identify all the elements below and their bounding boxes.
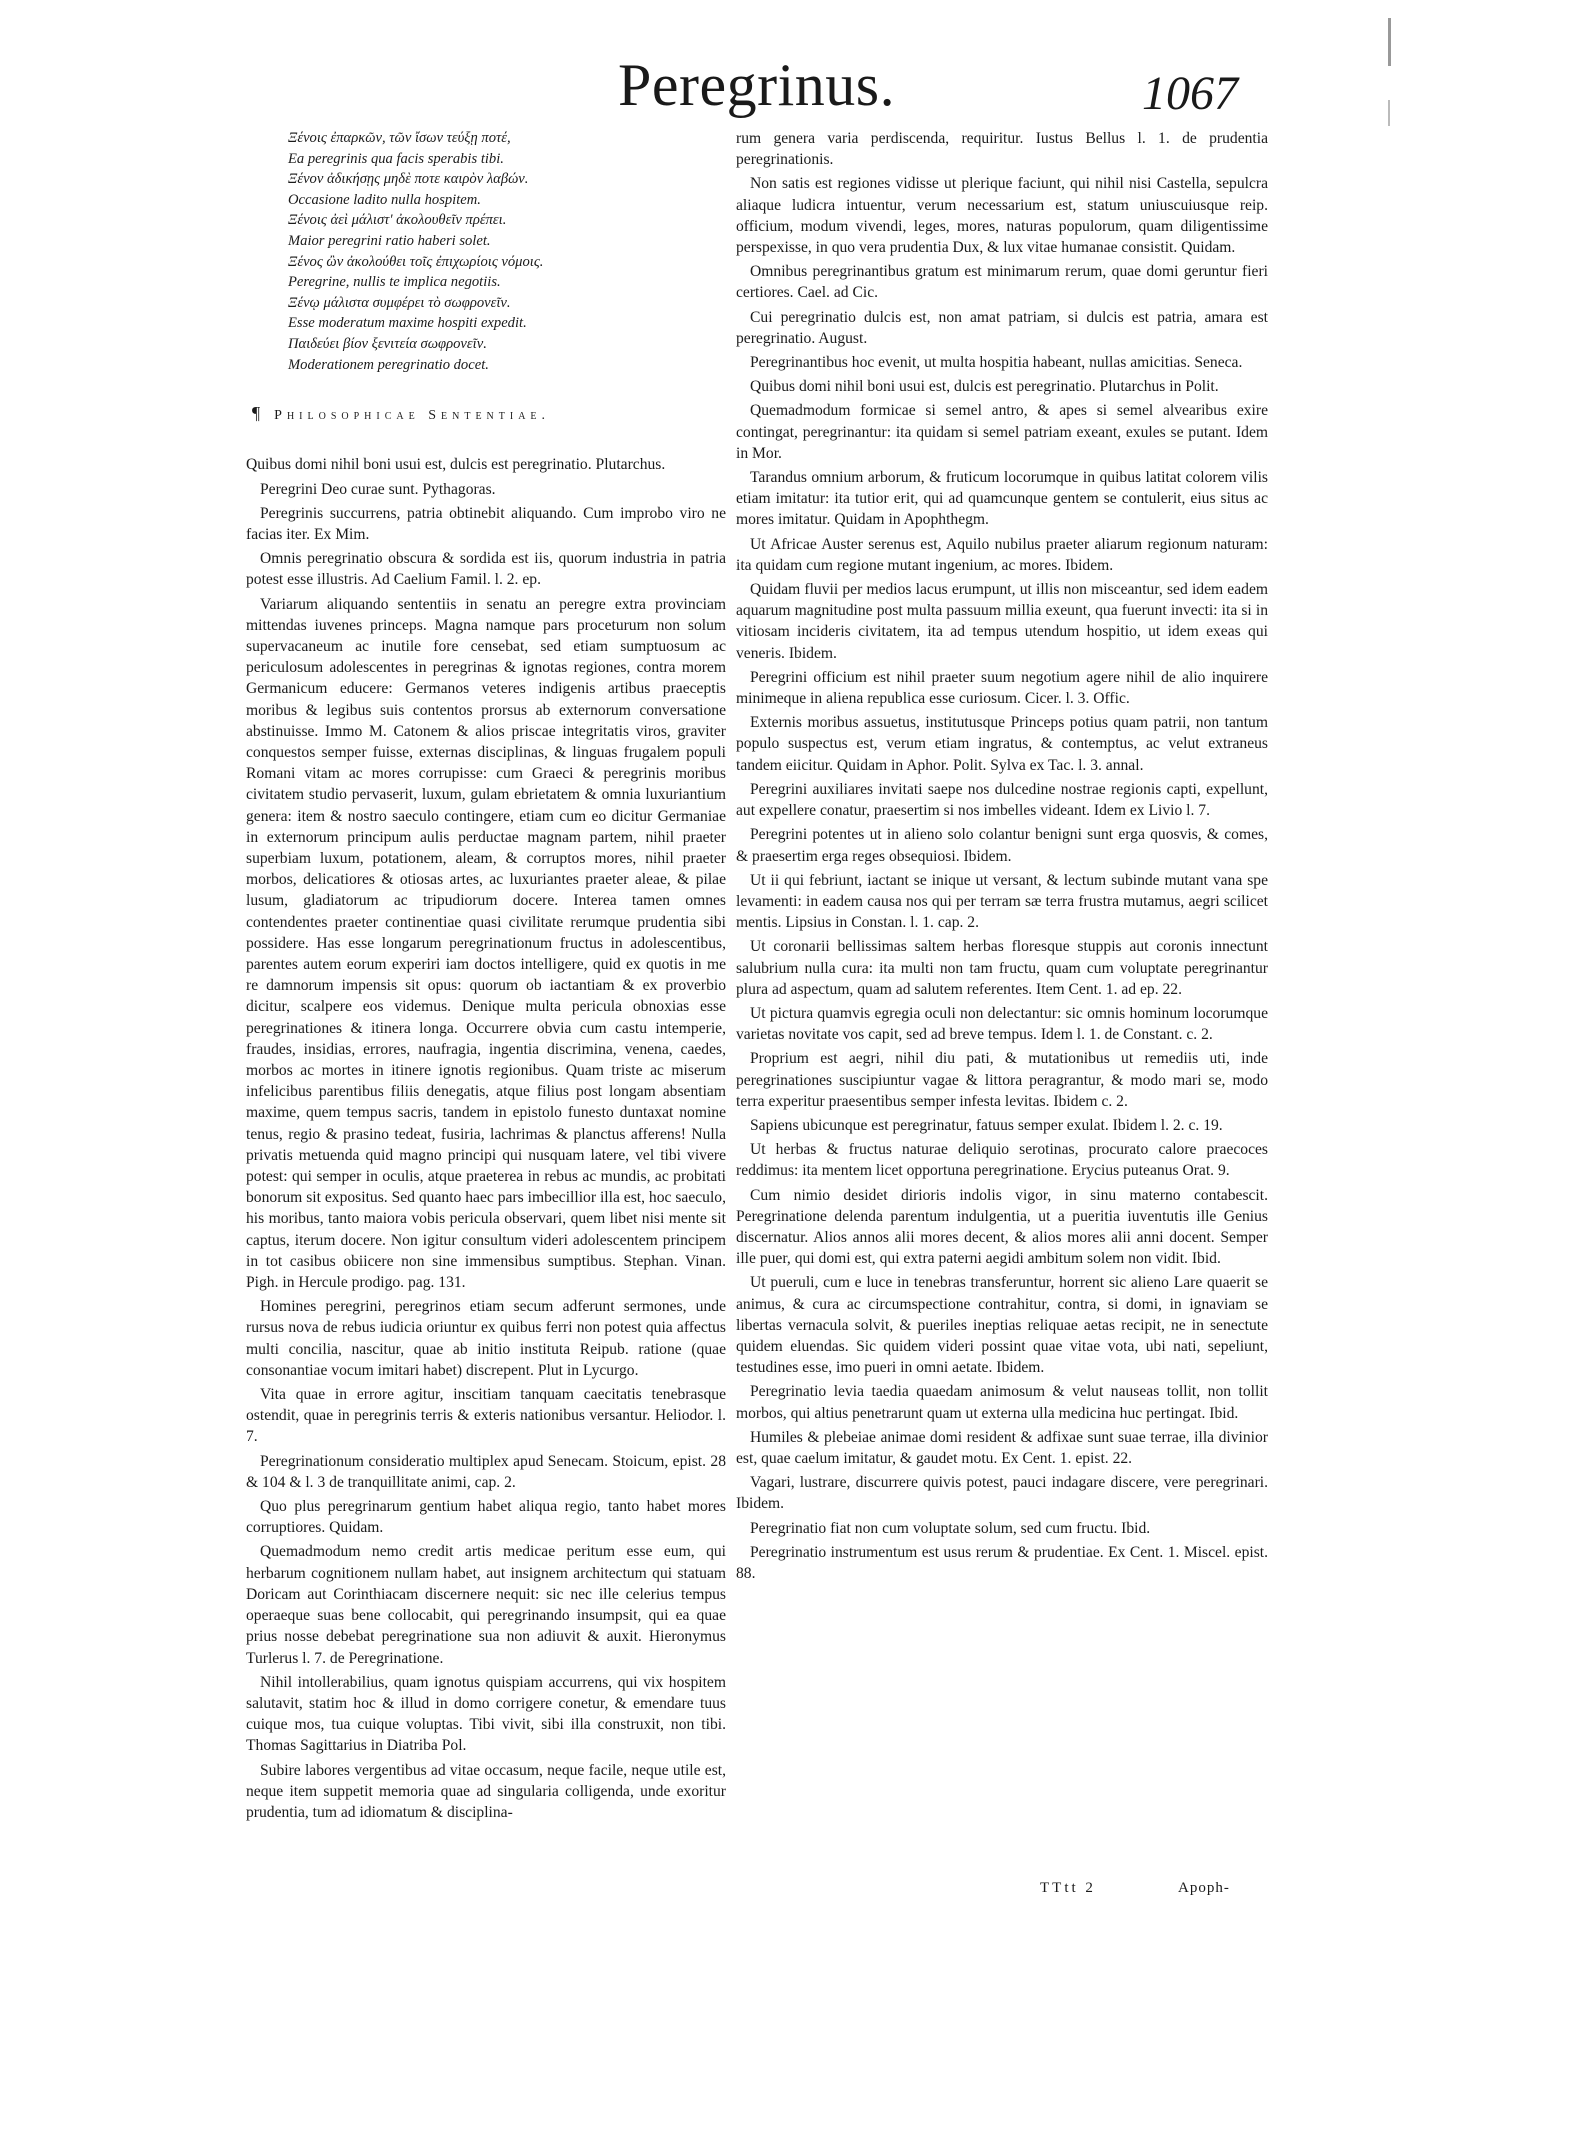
paragraph: Vagari, lustrare, discurrere quivis potest, pauci indagare discere, vere peregrinari. Ibidem.: [736, 1474, 1268, 1513]
paragraph: Ut pictura quamvis egregia oculi non delectantur: sic omnis hominum locorumque varietas novitate vos capit, sed ad breve tempus. Idem l. 1. de Constant. c. 2.: [736, 1004, 1268, 1044]
paragraph: Tarandus omnium arborum, & fruticum locorumque in quibus latitat colorem vilis etiam imitatur: ita tutior erit, qui ad quamcunque gentem se contulerit, eius situs ac mores imitatur. Quidam in Apophthegm.: [736, 469, 1268, 529]
paragraph: Peregrini potentes ut in alieno solo colantur benigni sunt erga quosvis, & comes, & praesertim erga reges obsequiosi. Ibidem.: [736, 826, 1268, 865]
paragraph: Quo plus peregrinarum gentium habet aliqua regio, tanto habet mores corruptiores. Quidam.: [246, 1498, 726, 1537]
paragraph: Cui peregrinatio dulcis est, non amat patriam, si dulcis est patria, amara est peregrinatio. August.: [736, 308, 1268, 347]
verse-line: Ξένος ὢν ἀκολούθει τοῖς ἐπιχωρίοις νόμοις.: [288, 253, 544, 270]
verse-line: Maior peregrini ratio haberi solet.: [288, 232, 491, 249]
section-heading: [252, 403, 726, 426]
paragraph: Quibus domi nihil boni usui est, dulcis est peregrinatio. Plutarchus in Polit.: [750, 378, 1219, 396]
paragraph: Omnis peregrinatio obscura & sordida est iis, quorum industria in patria potest esse illustris. Ad Caelium Famil. l. 2. ep.: [246, 550, 726, 589]
verse-line: Ξένον ἀδικήσῃς μηδὲ ποτε καιρὸν λαβών.: [288, 171, 529, 188]
paragraph: Omnibus peregrinantibus gratum est minimarum rerum, quae domi geruntur fieri certiores. Cael. ad Cic.: [736, 263, 1268, 302]
paragraph: Non satis est regiones vidisse ut plerique faciunt, qui nihil nisi Castella, sepulcra aliaque ludicra intuentur, verum necessarium est, statum uniuscuiusque reip. officium, modum vivendi, leges, mores, naturas populorum, quam diligentissime perspexisse, in quo vera prudentia Dux, & lux vitae humanae consistit. Quidam.: [736, 175, 1268, 257]
paragraph: Peregrini auxiliares invitati saepe nos dulcedine nostrae regionis capti, expellunt, aut expellere conatur, praesertim si nos imbelles videant. Idem ex Livio l. 7.: [736, 780, 1268, 820]
catchword: Apoph-: [1178, 1880, 1230, 1896]
paragraph: Ut herbas & fructus naturae deliquio serotinas, procurato calore praecoces reddimus: ita mentem licet opportuna peregrinatione. Erycius puteanus Orat. 9.: [736, 1141, 1268, 1180]
paragraph: Quibus domi nihil boni usui est, dulcis est peregrinatio. Plutarchus.: [246, 456, 666, 474]
paragraph: Ut pueruli, cum e luce in tenebras transferuntur, horrent sic alieno Lare quaerit se animus, & cura ac circumspectione contrahitur, contra, si domi, in ignaviam se libertas vernacula solvit, & pueriles ineptias reliquae aetas recipit, ne in senectute quidem eluendas. Sic quidem videri possint quae vitae vota, ubi nati, sepeliunt, testudines esse, imo pueri in omni aetate. Ibidem.: [736, 1274, 1268, 1377]
page-title: Peregrinus.: [618, 52, 896, 118]
paragraph: Peregrinis succurrens, patria obtinebit aliquando. Cum improbo viro ne facias iter. Ex Mim.: [246, 504, 726, 543]
verse-line: Ξένοις ἀεὶ μάλιστ' ἀκολουθεῖν πρέπει.: [288, 212, 507, 229]
paragraph: Ut ii qui febriunt, iactant se inique ut versant, & lectum subinde mutant vana spe levamenti: in eadem causa nos qui per terram sæ terra frustra mutamus, aegri scilicet mentis. Lipsius in Constan. l. 1. cap. 2.: [736, 871, 1268, 932]
paragraph: Externis moribus assuetus, institutusque Princeps potius quam patrii, non tantum populo suspectus est, verum etiam ingratus, & contemptus, ac velut extraneus tandem eiicitur. Quidam in Aphor. Polit. Sylva ex Tac. l. 3. annal.: [736, 714, 1268, 774]
page-edge-mark-lower: [1388, 100, 1390, 126]
paragraph: Peregrinatio fiat non cum voluptate solum, sed cum fructu. Ibid.: [750, 1519, 1151, 1537]
paragraph: Quidam fluvii per medios lacus erumpunt, ut illis non misceantur, sed idem eadem aquarum magnitudine post multa passuum millia exeunt, qua fuerunt invecti: ita si in vitiosam incideris civitatem, ita ad tempus utendum hospitio, ut idem exeas qui veneris. Ibidem.: [736, 581, 1268, 662]
signature-mark: TTtt 2: [1040, 1880, 1096, 1896]
page-number: 1067: [1142, 67, 1238, 120]
paragraph: Peregrinatio instrumentum est usus rerum & prudentiae. Ex Cent. 1. Miscel. epist. 88.: [736, 1543, 1268, 1582]
paragraph: Cum nimio desidet dirioris indolis vigor, in sinu materno contabescit. Peregrinatione delenda parentum indulgentia, ut a pueritia iuventutis ille Genius discernatur. Alios annos alii mores decent, & alios mores alii anni docent. Semper ille puer, qui domi est, qui extra paterni aegidi ambitum solem non vidit. Ibid.: [736, 1186, 1268, 1268]
verse-line: Ea peregrinis qua facis sperabis tibi.: [288, 150, 504, 167]
left-column: [246, 128, 726, 1826]
paragraph: Quemadmodum formicae si semel antro, & apes si semel alvearibus exire contingat, peregrinantur: ita quidam si semel patriam exeant, exules se putant. Idem in Mor.: [736, 402, 1268, 462]
paragraph: Ut coronarii bellissimas saltem herbas floresque stuppis aut coronis innectunt salubrium nulla cura: ita multi non tam fructu, quam cum voluptate peregrinantur plura ad aspectum, quam ad salutem referentes. Item Cent. 1. ad ep. 22.: [736, 938, 1268, 998]
verse-line: Esse moderatum maxime hospiti expedit.: [288, 315, 527, 332]
verse-line: Occasione ladito nulla hospitem.: [288, 191, 481, 208]
paragraph: Variarum aliquando sententiis in senatu an peregre extra provinciam mittendas iuvenes princeps. Magna namque pars proceturum non solum supervacaneum ac inutile fore censebat, sed etiam sumptuosum ac periculosum adolescentes in peregrinas & ignotas regiones, contra morem Germanicum educere: Germanos veteres indigenis artibus praeceptis moribus & legibus suis contentos prorsus ab externorum conversatione abstinuisse. Immo M. Catonem & alios priscae integritatis viros, graviter conquestos semper fuisse, externas disciplinas, & linguas frugalem populi Romani vitam ac mores corrupisse: cum Graeci & peregrinis moribus civitatem studio pervaserit, luxum, gulam ebrietatem & omnia luxuriantium genera: item & nostro saeculo contingere, etiam cum eo dicitur Germaniae in externorum principum aulis perductae magnam partem, nihil praeter superbiam luxum, potationem, aleam, & corruptos mores, nihil praeter morbos, delicatiores & otiosas artes, ac luxuriantes praeter aleae, & pilae lusum, gladiatorum ac tripudiorum docere. Interea tamen omnes contendentes praeter continentiae quasi civilitate rerumque prudentia sibi possidere. Has esse longarum peregrinationum fructus in adolescentibus, parentes autem eorum experiri iam doctos intelligere, quid ex quotis in me re damnorum impensis sit opus: quorum ob iactantiam & ex proverbio dicitur, scalpere eos videmus. Denique multa pericula obnoxias esse peregrinationes & itinera longa. Occurrere obvia cum castu intemperie, fraudes, insidias, errores, naufragia, ingentia discrimina, venena, caedes, morbos ac mortes in itinere ignotis regionibus. Quam triste ac miserum infelicibus parentibus filiis denegatis, atque filius post longam absentiam maxime, quem tempus sacris, tandem in epistolo funesto duntaxat nomine tenus, regio & prasino tedeat, fusiria, lachrimas & planctus afferens! Nulla privatis metuenda quid magno principi qui nusquam latere, vel tibi vivere potest: qui semper in oculis, atque praeterea in rebus ac mundis, ac probitati bonorum sit expositus. Sed quanto haec pars imbecillior illa est, hoc saeculo, his moribus, tanto maiora vobis pericula observari, quem libet nisi mente sit captus, iterum docere. Non igitur consultum videri adolescentem principem in tot casibus obiicere non sine immensibus sumptibus. Stephan. Vinan. Pigh. in Hercule prodigo. pag. 131.: [246, 595, 726, 1292]
paragraph: Ut Africae Auster serenus est, Aquilo nubilus praeter aliarum regionum naturam: ita quidam cum regione mutant ingenium, ac mores. Ibidem.: [736, 535, 1268, 574]
paragraph: Nihil intollerabilius, quam ignotus quispiam accurrens, qui vix hospitem salutavit, statim hoc & illud in domo corrigere conetur, & emendare tuus cuique mos, tua cuique voluptas. Tibi vivit, sibi illa construxit, non tibi. Thomas Sagittarius in Diatriba Pol.: [246, 1673, 726, 1755]
paragraph: Sapiens ubicunque est peregrinatur, fatuus semper exulat. Ibidem l. 2. c. 19.: [750, 1116, 1223, 1134]
paragraph: rum genera varia perdiscenda, requiritur. Iustus Bellus l. 1. de prudentia peregrinationis.: [736, 130, 1268, 169]
verse-line: Ξένοις ἐπαρκῶν, τῶν ἴσων τεύξῃ ποτέ,: [288, 130, 511, 146]
paragraph: Peregrinantibus hoc evenit, ut multa hospitia habeant, nullas amicitias. Seneca.: [750, 354, 1243, 372]
paragraph: Peregrini Deo curae sunt. Pythagoras.: [260, 480, 496, 498]
paragraph: Vita quae in errore agitur, inscitiam tanquam caecitatis tenebrasque ostendit, quae in peregrinis terris & exteris nationibus versantur. Heliodor. l. 7.: [246, 1386, 726, 1446]
verse-line: Ξένῳ μάλιστα συμφέρει τὸ σωφρονεῖν.: [288, 294, 511, 311]
pilcrow-icon: ¶: [252, 403, 261, 424]
verse-line: Moderationem peregrinatio docet.: [288, 356, 489, 373]
paragraph: Quemadmodum nemo credit artis medicae peritum esse eum, qui herbarum cognitionem nullam habet, aut insignem architectum qui statuam Doricam aut Corinthiacam discernere nequit: sic nec ille celerius tempus operaeque suas bene collocabit, qui peregrinando insumpsit, qui ea quae prius nosse debebat peregrinatione sua non adiuvit & auxit. Hieronymus Turlerus l. 7. de Peregrinatione.: [246, 1543, 726, 1667]
paragraph: Peregrinatio levia taedia quaedam animosum & velut nauseas tollit, non tollit morbos, qui altius penetrarunt quam ut externa ulla medicina huc pertingat. Ibid.: [736, 1383, 1268, 1422]
paragraph: Homines peregrini, peregrinos etiam secum adferunt sermones, unde rursus nova de rebus iudicia oriuntur ex quibus ferri non potest quia affectus multi concilia, nascitur, quae ab initio instituta Reipub. ratione (quae consonantiae vocum imitari habet) discrepent. Plut in Lycurgo.: [246, 1298, 726, 1379]
paragraph: Peregrini officium est nihil praeter suum negotium agere nihil de alio inquirere minimeque in aliena republica esse curiosum. Cicer. l. 3. Offic.: [736, 668, 1268, 708]
page-edge-mark: [1388, 18, 1391, 66]
paragraph: Proprium est aegri, nihil diu pati, & mutationibus ut remediis uti, inde peregrinationes suscipiuntur vagae & littora peragrantur, & modo mari se, modo terra experitur praesentibus semper infesta levitas. Ibidem c. 2.: [736, 1050, 1268, 1110]
paragraph: Subire labores vergentibus ad vitae occasum, neque facile, neque utile est, neque item suppetit memoria quae ad singularia colligenda, unde exoritur prudentia, tum ad idiomatum & disciplina-: [246, 1761, 726, 1821]
verse-line: Παιδεύει βίον ξενιτεία σωφρονεῖν.: [288, 335, 487, 352]
right-column: [736, 128, 1268, 1587]
paragraph: Humiles & plebeiae animae domi resident & adfixae sunt suae terrae, illa divinior est, quae caelum imitatur, & gaudet motu. Ex Cent. 1. epist. 22.: [736, 1428, 1268, 1467]
section-heading-text: Philosophicae Sententiae.: [274, 408, 551, 424]
greek-verse-block: [288, 128, 726, 375]
paragraph: Peregrinationum consideratio multiplex apud Senecam. Stoicum, epist. 28 & 104 & l. 3 de tranquillitate animi, cap. 2.: [246, 1452, 726, 1491]
verse-line: Peregrine, nullis te implica negotiis.: [288, 274, 501, 291]
